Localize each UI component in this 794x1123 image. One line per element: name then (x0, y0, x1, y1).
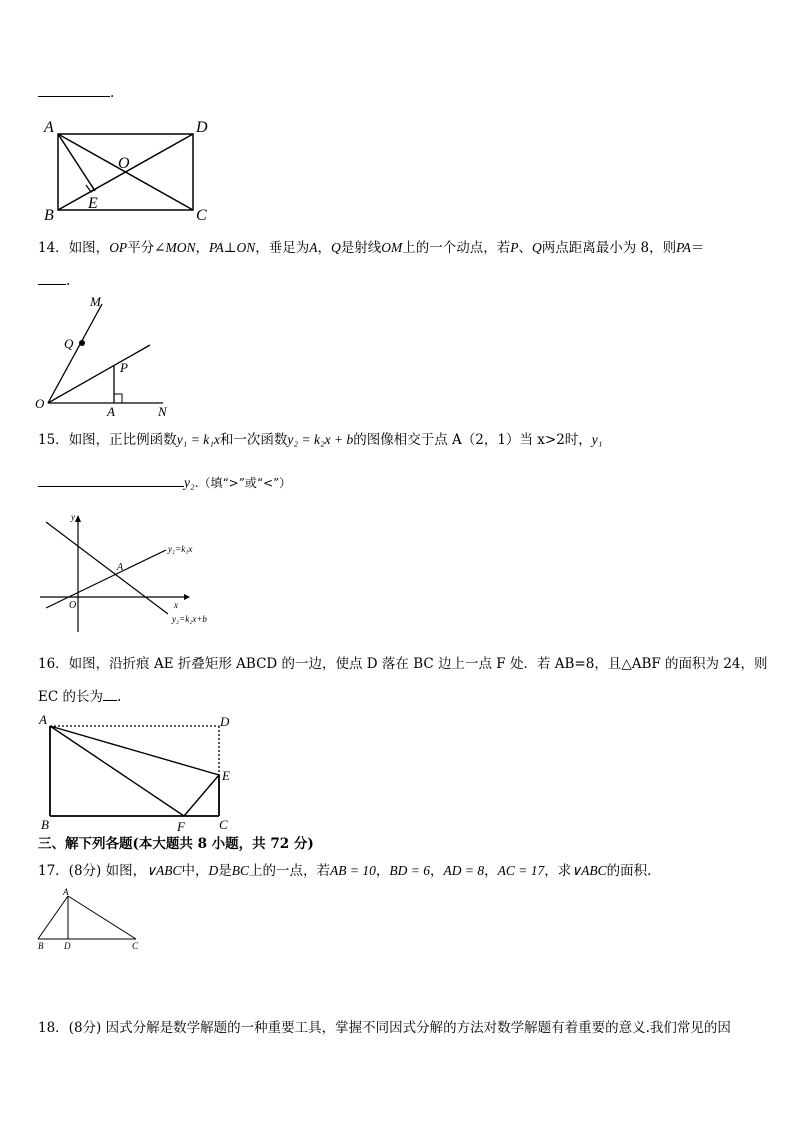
q17-expr-ad: AD = 8 (443, 863, 485, 878)
q16-text-part: EC 的长为 (38, 689, 103, 705)
fig14-label-q: Q (64, 336, 74, 351)
fig13-rectangle (40, 112, 220, 222)
q14-blank (38, 270, 66, 285)
fig16-label-a: A (39, 712, 47, 727)
q14-var-om: OM (381, 240, 403, 255)
fig15-label-o: O (69, 600, 77, 611)
fig14-label-m: M (90, 294, 101, 309)
q13-blank (38, 82, 110, 97)
q14-var-pa: PA (209, 240, 224, 255)
q15-blank (38, 472, 184, 487)
q14-text-part: ，垂足为 (255, 240, 310, 256)
q14-perp-symbol: ⊥ (223, 240, 237, 256)
q14-number: 14． (38, 240, 69, 256)
q16-period: . (116, 689, 122, 705)
q14-text-part: ＝ (690, 240, 705, 256)
q14-text-part: ， (195, 240, 209, 256)
fig16-segment-af (50, 726, 184, 816)
fig16-segment-fe (184, 775, 219, 816)
q15-var-y1: y₁ (591, 432, 603, 447)
q14-text-part: 如图， (68, 240, 110, 256)
q17-text-part: 的面积． (606, 863, 661, 879)
q14-text-part: 、 (518, 240, 532, 256)
q17-expr-ab: AB = 10 (330, 863, 376, 878)
q17-text-part: ， (484, 863, 498, 879)
q14-var-p: P (510, 240, 519, 255)
q15-text-part: 如图，正比例函数 (68, 432, 177, 448)
fig13-label-o: O (118, 155, 130, 172)
q13-period: . (110, 85, 115, 101)
fig15-line-y2 (46, 522, 168, 614)
fig17-triangle (34, 886, 149, 952)
fig15-y-arrow (75, 515, 81, 522)
fig15-label-line2: y₂=k₂x+b (172, 614, 207, 624)
q15-hint: .（填“>”或“<”） (194, 476, 292, 490)
fig13-label-d: D (196, 119, 208, 136)
q17-text-part: ， (375, 863, 390, 879)
q17-var-d: D (208, 863, 219, 878)
fig17-label-a: A (63, 887, 69, 897)
fig15-label-y: y (71, 512, 75, 522)
fig17-label-b: B (38, 941, 44, 951)
fig15-label-x: x (174, 600, 178, 610)
q14-answer-line (38, 270, 70, 291)
q17-expr-ac: AC = 17 (497, 863, 545, 878)
q14-var-q: Q (531, 240, 542, 255)
q17-text-part: ， (429, 863, 444, 879)
q17-number: 17．(8分) 如图， (38, 863, 147, 879)
q14-var-mon: MON (165, 240, 196, 255)
fig17-label-c: C (132, 941, 139, 951)
fig15-x-arrow (184, 594, 190, 600)
fig13-label-a: A (44, 119, 54, 136)
fig16-label-f: F (177, 819, 185, 834)
fig14-label-n: N (158, 404, 167, 419)
fig16-label-b: B (41, 817, 49, 832)
fig13-label-e: E (88, 195, 98, 212)
q18-text: 18．(8分) 因式分解是数学解题的一种重要工具，掌握不同因式分解的方法对数学解题有着重要的意义.我们常见的因 (38, 1020, 731, 1036)
q15-text (38, 430, 602, 450)
q13-answer-line (38, 82, 114, 103)
fig15-graph (38, 508, 238, 633)
fig16-label-c: C (219, 817, 228, 832)
fig14-angle (30, 290, 190, 420)
q15-text-part: 的图像相交于点 A（2，1）当 x>2时， (353, 432, 592, 448)
fig16-fold (36, 712, 241, 836)
q17-text-part: 是 (218, 863, 232, 879)
fig14-right-angle-mark (114, 394, 122, 403)
fig14-label-p: P (120, 360, 128, 375)
fig16-fold-ae (50, 726, 219, 775)
q17-text-part: 中， (181, 863, 209, 879)
fig14-label-o: O (35, 396, 45, 411)
q16-text-line1: 16．如图，沿折痕 AE 折叠矩形 ABCD 的一边，使点 D 落在 BC 边上一点 F 处．若 AB=8，且△ABF 的面积为 24，则 (38, 656, 768, 672)
q14-var-q: Q (330, 240, 341, 255)
q14-var-op: OP (109, 240, 128, 255)
q15-formula-2: y₂ = k₂x + b (287, 432, 354, 447)
q14-text (38, 238, 704, 258)
fig13-label-b: B (44, 207, 54, 222)
q16-text-line2 (38, 686, 121, 707)
q14-var-a: A (309, 240, 318, 255)
q15-var-y2: y₂ (184, 475, 195, 490)
q15-text-part: 和一次函数 (219, 432, 288, 448)
q17-text-part: ，求 (544, 863, 572, 879)
q15-formula-1: y₁ = k₁x (176, 432, 220, 447)
q14-text-part: 两点距离最小为 8，则 (541, 240, 677, 256)
q17-text-part: 上的一点，若 (249, 863, 330, 879)
q17-text (38, 861, 661, 881)
q15-answer-line (38, 472, 291, 493)
fig13-segment-ae (58, 134, 95, 191)
fig17-side-ac (68, 896, 136, 939)
q14-var-pa: PA (676, 240, 691, 255)
fig16-label-d: D (220, 714, 230, 729)
fig16-label-e: E (222, 768, 230, 783)
q17-var-bc: BC (231, 863, 249, 878)
q15-number: 15． (38, 432, 69, 448)
q17-triangle-abc: ∨ABC (146, 863, 182, 878)
fig15-label-a: A (117, 562, 124, 573)
fig14-label-a: A (107, 404, 115, 419)
q14-text-part: 上的一个动点，若 (402, 240, 511, 256)
fig17-side-ab (38, 896, 68, 939)
q17-triangle-abc: ∨ABC (571, 863, 607, 878)
q14-var-on: ON (236, 240, 256, 255)
q14-text-part: 是射线 (340, 240, 382, 256)
q14-text-part: 平分∠ (127, 240, 166, 256)
fig14-point-q (79, 340, 85, 346)
fig17-label-d: D (64, 941, 71, 951)
fig13-label-c: C (196, 207, 207, 222)
fig15-label-line1: y₁=k₁x (168, 544, 193, 554)
section-3-heading: 三、解下列各题(本大题共 8 小题，共 72 分) (38, 836, 314, 852)
q14-period: . (66, 273, 71, 289)
q16-blank (103, 686, 117, 701)
q17-expr-bd: BD = 6 (389, 863, 430, 878)
q14-text-part: ， (317, 240, 331, 256)
